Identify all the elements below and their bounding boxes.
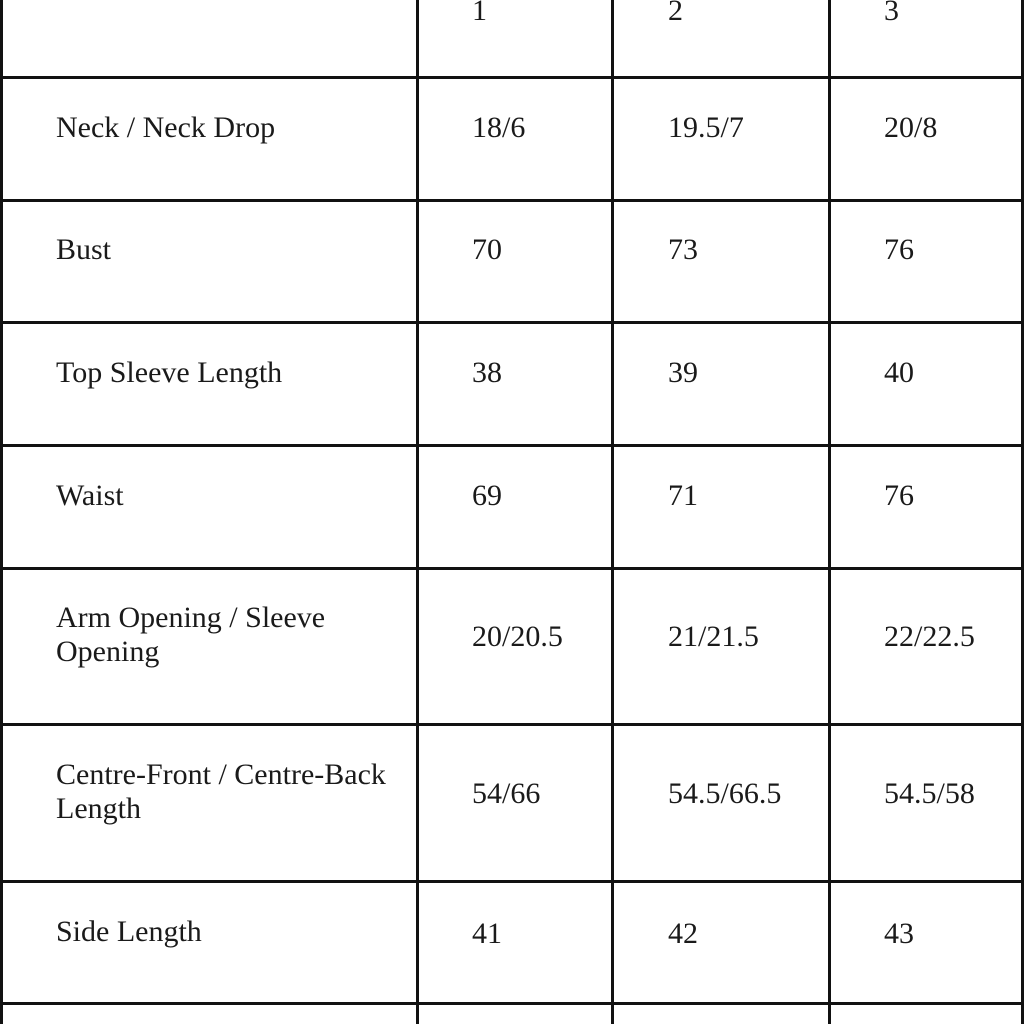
cell-top-sleeve-size-1: 38	[472, 356, 502, 389]
cell-centre-length-size-1: 54/66	[472, 777, 541, 810]
cell-arm-opening-size-2: 21/21.5	[668, 620, 759, 653]
cell-bust-size-2: 73	[668, 233, 698, 266]
row-divider	[0, 1002, 1024, 1005]
cell-side-length-size-2: 42	[668, 917, 698, 950]
size-header-2: 2	[668, 0, 683, 27]
cell-top-sleeve-size-2: 39	[668, 356, 698, 389]
cell-waist-size-1: 69	[472, 479, 502, 512]
row-divider	[0, 199, 1024, 202]
cell-waist-size-2: 71	[668, 479, 698, 512]
column-divider-1	[416, 0, 419, 1024]
row-label-top-sleeve-length: Top Sleeve Length	[56, 356, 283, 389]
row-divider	[0, 880, 1024, 883]
table-border-left	[0, 0, 3, 1024]
column-divider-3	[828, 0, 831, 1024]
cell-centre-length-size-2: 54.5/66.5	[668, 777, 782, 810]
row-divider	[0, 723, 1024, 726]
row-label-neck: Neck / Neck Drop	[56, 111, 276, 144]
cell-waist-size-3: 76	[884, 479, 914, 512]
row-divider	[0, 567, 1024, 570]
size-header-1: 1	[472, 0, 487, 27]
cell-neck-size-1: 18/6	[472, 111, 526, 144]
row-label-centre-length: Centre-Front / Centre-Back Length	[56, 758, 386, 825]
cell-bust-size-3: 76	[884, 233, 914, 266]
row-divider	[0, 76, 1024, 79]
row-divider	[0, 321, 1024, 324]
cell-bust-size-1: 70	[472, 233, 502, 266]
cell-arm-opening-size-1: 20/20.5	[472, 620, 563, 653]
cell-side-length-size-3: 43	[884, 917, 914, 950]
row-divider	[0, 444, 1024, 447]
cell-neck-size-2: 19.5/7	[668, 111, 744, 144]
row-label-waist: Waist	[56, 479, 124, 512]
row-label-bust: Bust	[56, 233, 112, 266]
row-label-arm-opening: Arm Opening / Sleeve Opening	[56, 601, 326, 668]
row-label-side-length: Side Length	[56, 915, 202, 948]
cell-neck-size-3: 20/8	[884, 111, 938, 144]
size-header-3: 3	[884, 0, 899, 27]
cell-centre-length-size-3: 54.5/58	[884, 777, 975, 810]
cell-top-sleeve-size-3: 40	[884, 356, 914, 389]
cell-side-length-size-1: 41	[472, 917, 502, 950]
column-divider-2	[611, 0, 614, 1024]
cell-arm-opening-size-3: 22/22.5	[884, 620, 975, 653]
